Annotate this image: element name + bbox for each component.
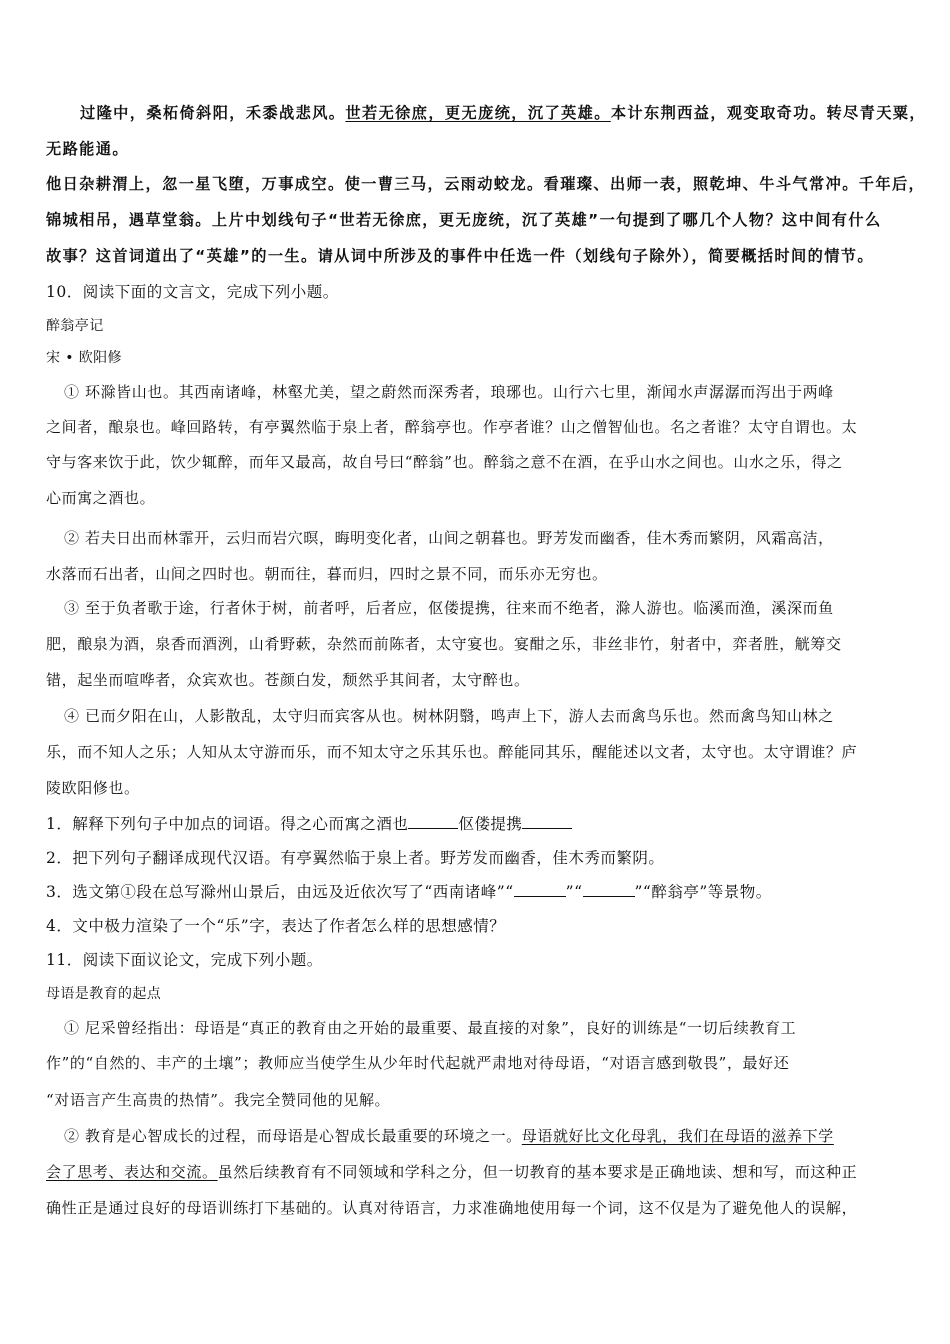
q11-para1-line2: 作”的“自然的、丰产的土壤”；教师应当使学生从少年时代起就严肃地对待母语，“对语言感到敬畏”，最好还	[46, 1054, 790, 1072]
essay-title-zuiwengting: 醉翁亭记	[46, 318, 104, 334]
q10-para1-line1: ① 环滁皆山也。其西南诸峰，林壑尤美，望之蔚然而深秀者，琅琊也。山行六七里，渐闻水声潺潺而泻出于两峰	[64, 383, 834, 401]
q11-para1-line1: ① 尼采曾经指出：母语是“真正的教育由之开始的最重要、最直接的对象”，良好的训练是“一切后续教育工	[64, 1019, 797, 1037]
q10-para3-line1: ③ 至于负者歌于途，行者休于树，前者呼，后者应，伛偻提携，往来而不绝者，滁人游也。临溪而渔，溪深而鱼	[64, 599, 834, 617]
q10-para4-line2: 乐，而不知人之乐；人知从太守游而乐，而不知太守之乐其乐也。醉能同其乐，醒能述以文者，太守也。太守谓谁？庐	[46, 743, 858, 761]
q11-para2-line2: 会了思考、表达和交流。虽然后续教育有不同领域和学科之分，但一切教育的基本要求是正确地读、想和写，而这种正	[46, 1163, 858, 1181]
answer-blank[interactable]	[514, 882, 566, 897]
poem-line-2: 无路能通。	[46, 140, 129, 158]
q10-para4-line3: 陵欧阳修也。	[46, 779, 140, 797]
q10-para3-line2: 肥，酿泉为酒，泉香而酒洌，山肴野蔌，杂然而前陈者，太守宴也。宴酣之乐，非丝非竹，射者中，弈者胜，觥筹交	[46, 635, 842, 653]
q10-sub4: 4．文中极力渲染了一个“乐”字，表达了作者怎么样的思想感情？	[46, 917, 506, 935]
poem-text: 本计东荆西益，观变取奇功。转尽青天粟，	[610, 104, 926, 122]
underlined-sentence: 母语就好比文化母乳，我们在母语的滋养下学	[521, 1127, 834, 1145]
essay-author: 宋 • 欧阳修	[46, 350, 122, 366]
essay-title-muyu: 母语是教育的起点	[46, 986, 162, 1002]
poem-line-1	[80, 101, 942, 125]
q10-sub2: 2．把下列句子翻译成现代汉语。有亭翼然临于泉上者。野芳发而幽香，佳木秀而繁阴。	[46, 849, 665, 867]
q10-sub1: 1．解释下列句子中加点的词语。得之心而寓之酒也 伛偻提携	[46, 812, 908, 836]
answer-blank[interactable]	[583, 882, 635, 897]
q10-para1-line3: 守与客来饮于此，饮少辄醉，而年又最高，故自号曰“醉翁”也。醉翁之意不在酒，在乎山水之间也。山水之乐，得之	[46, 453, 843, 471]
q11-para2-line3: 确性正是通过良好的母语训练打下基础的。认真对待语言，力求准确地使用每一个词，这不仅是为了避免他人的误解，	[46, 1199, 858, 1217]
q10-sub3: 3．选文第①段在总写滁州山景后，由远及近依次写了“西南诸峰”“ ”“ ”“醉翁亭”等景物。	[46, 883, 772, 901]
q10-para2-line1: ② 若夫日出而林霏开，云归而岩穴暝，晦明变化者，山间之朝暮也。野芳发而幽香，佳木秀而繁阴，风霜高洁，	[64, 529, 834, 547]
question-11-intro: 11．阅读下面议论文，完成下列小题。	[46, 951, 323, 969]
q11-para1-line3: “对语言产生高贵的热情”。我完全赞同他的见解。	[46, 1091, 391, 1109]
answer-blank[interactable]	[522, 814, 572, 829]
poem-underlined-sentence: 世若无徐庶，更无庞统，沉了英雄。	[345, 104, 611, 122]
question-10-intro: 10．阅读下面的文言文，完成下列小题。	[46, 283, 339, 301]
poem-text: 过隆中，桑柘倚斜阳，禾黍战悲风。	[80, 104, 346, 122]
poem-line-5: 故事？这首词道出了“英雄”的一生。请从词中所涉及的事件中任选一件（划线句子除外），简要概括时间的情节。	[46, 247, 874, 265]
q11-para2-line1: ② 教育是心智成长的过程，而母语是心智成长最重要的环境之一。母语就好比文化母乳，我们在母语的滋养下学	[64, 1127, 834, 1145]
poem-line-4: 锦城相吊，遇草堂翁。上片中划线句子“世若无徐庶，更无庞统，沉了英雄”一句提到了哪几个人物？这中间有什么	[46, 211, 882, 229]
poem-line-3: 他日杂耕渭上，忽一星飞堕，万事成空。使一曹三马，云雨动蛟龙。看璀璨、出师一表，照乾坤、牛斗气常冲。千年后，	[46, 175, 926, 193]
answer-blank[interactable]	[408, 814, 458, 829]
q10-para2-line2: 水落而石出者，山间之四时也。朝而往，暮而归，四时之景不同，而乐亦无穷也。	[46, 565, 608, 583]
q10-para4-line1: ④ 已而夕阳在山，人影散乱，太守归而宾客从也。树林阴翳，鸣声上下，游人去而禽鸟乐也。然而禽鸟知山林之	[64, 707, 834, 725]
q10-para3-line3: 错，起坐而喧哗者，众宾欢也。苍颜白发，颓然乎其间者，太守醉也。	[46, 671, 530, 689]
underlined-sentence: 会了思考、表达和交流。	[46, 1163, 218, 1181]
q10-para1-line4: 心而寓之酒也。	[46, 489, 156, 507]
q10-para1-line2: 之间者，酿泉也。峰回路转，有亭翼然临于泉上者，醉翁亭也。作亭者谁？山之僧智仙也。名之者谁？太守自谓也。太	[46, 418, 858, 436]
